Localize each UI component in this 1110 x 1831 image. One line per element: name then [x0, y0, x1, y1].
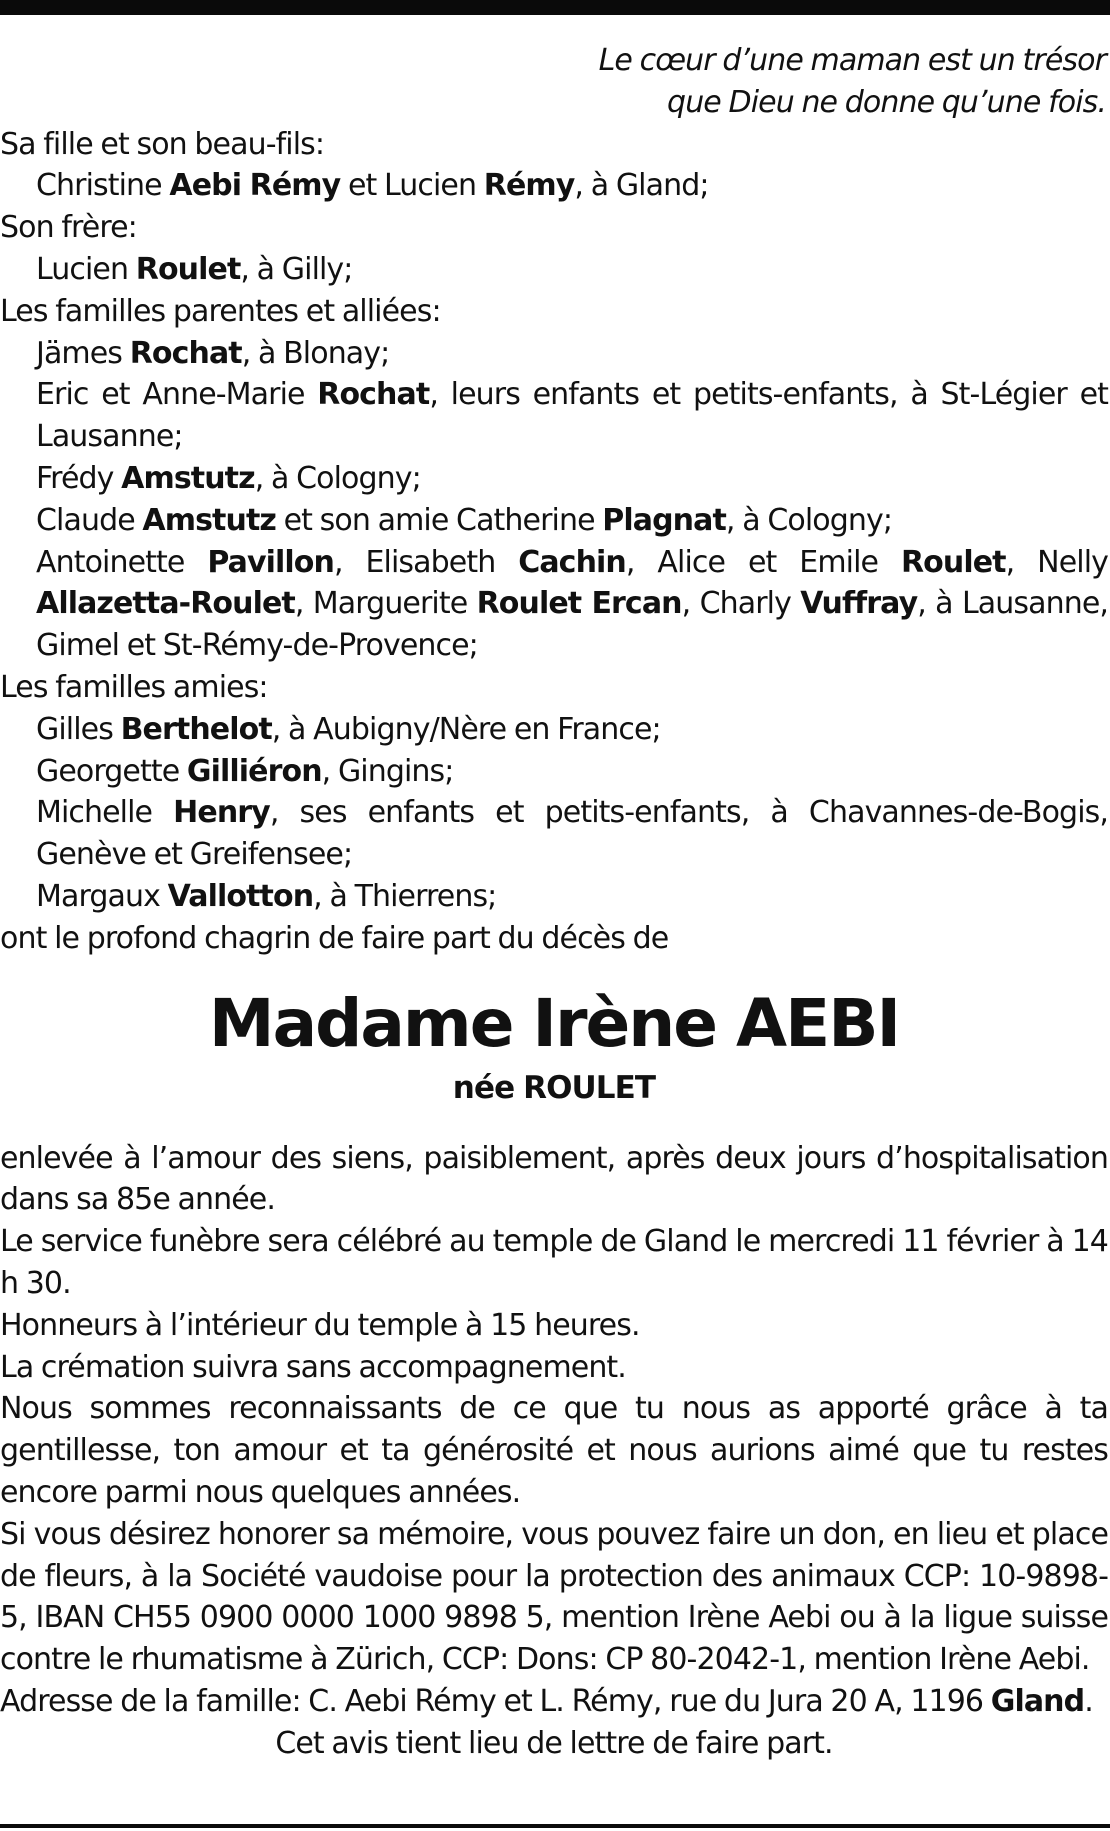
- gratitude-paragraph: Nous sommes reconnaissants de ce que tu nous as apporté grâce à ta gentillesse, ton amour et ta générosité et nous aurions aimé que tu restes encore parmi nous quelques années.: [0, 1391, 1108, 1510]
- text: , à Cologny;: [725, 502, 893, 538]
- obituary-notice: [0, 40, 1108, 1764]
- text: , leurs enfants et petits-enfants, à St-Légier et Lausanne;: [36, 377, 1108, 455]
- text: , Nelly: [1005, 544, 1108, 580]
- text: et son amie Catherine: [275, 502, 603, 538]
- friend-entry: [0, 792, 1108, 876]
- text: Lucien: [36, 251, 136, 287]
- daughter-entry: [0, 165, 1108, 207]
- surname: Roulet Ercan: [476, 586, 682, 622]
- surname: Rémy: [483, 168, 575, 204]
- text: , à Cologny;: [254, 460, 421, 496]
- text: Michelle: [36, 795, 174, 831]
- relative-entry: [0, 374, 1108, 458]
- surname: Amstutz: [142, 502, 276, 538]
- address-punctuation: .: [1084, 1683, 1093, 1719]
- text: , à Lausanne, Gimel et St-Rémy-de-Provence;: [36, 586, 1109, 664]
- brother-label: Son frère:: [0, 210, 137, 246]
- text: , à Aubigny/Nère en France;: [271, 711, 661, 747]
- surname: Berthelot: [120, 711, 272, 747]
- relatives-label: Les familles parentes et alliées:: [0, 293, 441, 329]
- address-text: Adresse de la famille: C. Aebi Rémy et L. Rémy, rue du Jura 20 A, 1196: [0, 1683, 991, 1719]
- surname: Rochat: [129, 335, 242, 371]
- surname: Gilliéron: [186, 753, 322, 789]
- surname: Vuffray: [800, 586, 918, 622]
- text: , ses enfants et petits-enfants, à Chavannes-de-Bogis, Genève et Greifensee;: [36, 795, 1108, 873]
- epigraph: [0, 40, 1108, 124]
- honours-paragraph: Honneurs à l’intérieur du temple à 15 heures.: [0, 1307, 640, 1343]
- bottom-border-rule: [0, 1824, 1110, 1828]
- cremation-paragraph: La crémation suivra sans accompagnement.: [0, 1349, 626, 1385]
- closing-note: Cet avis tient lieu de lettre de faire part.: [275, 1725, 833, 1761]
- deceased-name: Madame Irène AEBI: [208, 984, 900, 1062]
- donation-paragraph: Si vous désirez honorer sa mémoire, vous pouvez faire un don, en lieu et place de fleurs, à la Société vaudoise pour la protection des animaux CCP: 10-9898-5, IBAN CH55 0900 0000 1000 9898 5, mention Irène Aebi ou à la ligue suisse contre le rhumatisme à Zürich, CCP: Dons: CP 80-2042-1, mention Irène Aebi.: [0, 1516, 1108, 1678]
- text: Georgette: [36, 753, 187, 789]
- text: Gilles: [36, 711, 121, 747]
- text: Margaux: [36, 878, 168, 914]
- epigraph-line-1: Le cœur d’une maman est un trésor: [598, 43, 1106, 78]
- friends-label: Les familles amies:: [0, 669, 268, 705]
- text: , Charly: [681, 586, 801, 622]
- surname: Henry: [173, 795, 270, 831]
- text: Antoinette: [36, 544, 208, 580]
- brother-entry: [0, 249, 1108, 291]
- text: et Lucien: [340, 168, 484, 204]
- surname: Vallotton: [167, 878, 314, 914]
- announcement: ont le profond chagrin de faire part du décès de: [0, 920, 669, 956]
- surname: Roulet: [900, 544, 1006, 580]
- relative-entry: [0, 542, 1108, 667]
- text: Christine: [36, 168, 170, 204]
- text: , Elisabeth: [333, 544, 519, 580]
- surname: Aebi Rémy: [169, 168, 341, 204]
- surname: Roulet: [135, 251, 241, 287]
- text: , Marguerite: [294, 586, 477, 622]
- relative-entry: [0, 333, 1108, 375]
- text: , Gingins;: [321, 753, 454, 789]
- top-border-rule: [0, 0, 1110, 15]
- text: , Alice et Emile: [625, 544, 901, 580]
- friend-entry: [0, 751, 1108, 793]
- text: , à Thierrens;: [313, 878, 497, 914]
- maiden-name: née ROULET: [452, 1069, 656, 1106]
- text: , à Gland;: [574, 168, 709, 204]
- text: Frédy: [36, 460, 122, 496]
- surname: Allazetta-Roulet: [36, 586, 295, 622]
- surname: Amstutz: [121, 460, 255, 496]
- daughter-label: Sa fille et son beau-fils:: [0, 126, 325, 162]
- passing-paragraph: enlevée à l’amour des siens, paisiblement, après deux jours d’hospitalisation dans sa 85e année.: [0, 1140, 1108, 1218]
- text: Eric et Anne-Marie: [36, 377, 318, 413]
- address-city: Gland: [990, 1683, 1085, 1719]
- relative-entry: [0, 500, 1108, 542]
- text: Claude: [36, 502, 143, 538]
- relative-entry: [0, 458, 1108, 500]
- surname: Plagnat: [602, 502, 726, 538]
- surname: Pavillon: [207, 544, 334, 580]
- text: , à Gilly;: [240, 251, 353, 287]
- family-address: [0, 1681, 1108, 1723]
- friend-entry: [0, 709, 1108, 751]
- funeral-service-paragraph: Le service funèbre sera célébré au temple de Gland le mercredi 11 février à 14 h 30.: [0, 1224, 1108, 1301]
- surname: Rochat: [317, 377, 430, 413]
- text: Jämes: [36, 335, 130, 371]
- friend-entry: [0, 876, 1108, 918]
- text: , à Blonay;: [241, 335, 390, 371]
- epigraph-line-2: que Dieu ne donne qu’une fois.: [667, 84, 1106, 120]
- surname: Cachin: [518, 544, 626, 580]
